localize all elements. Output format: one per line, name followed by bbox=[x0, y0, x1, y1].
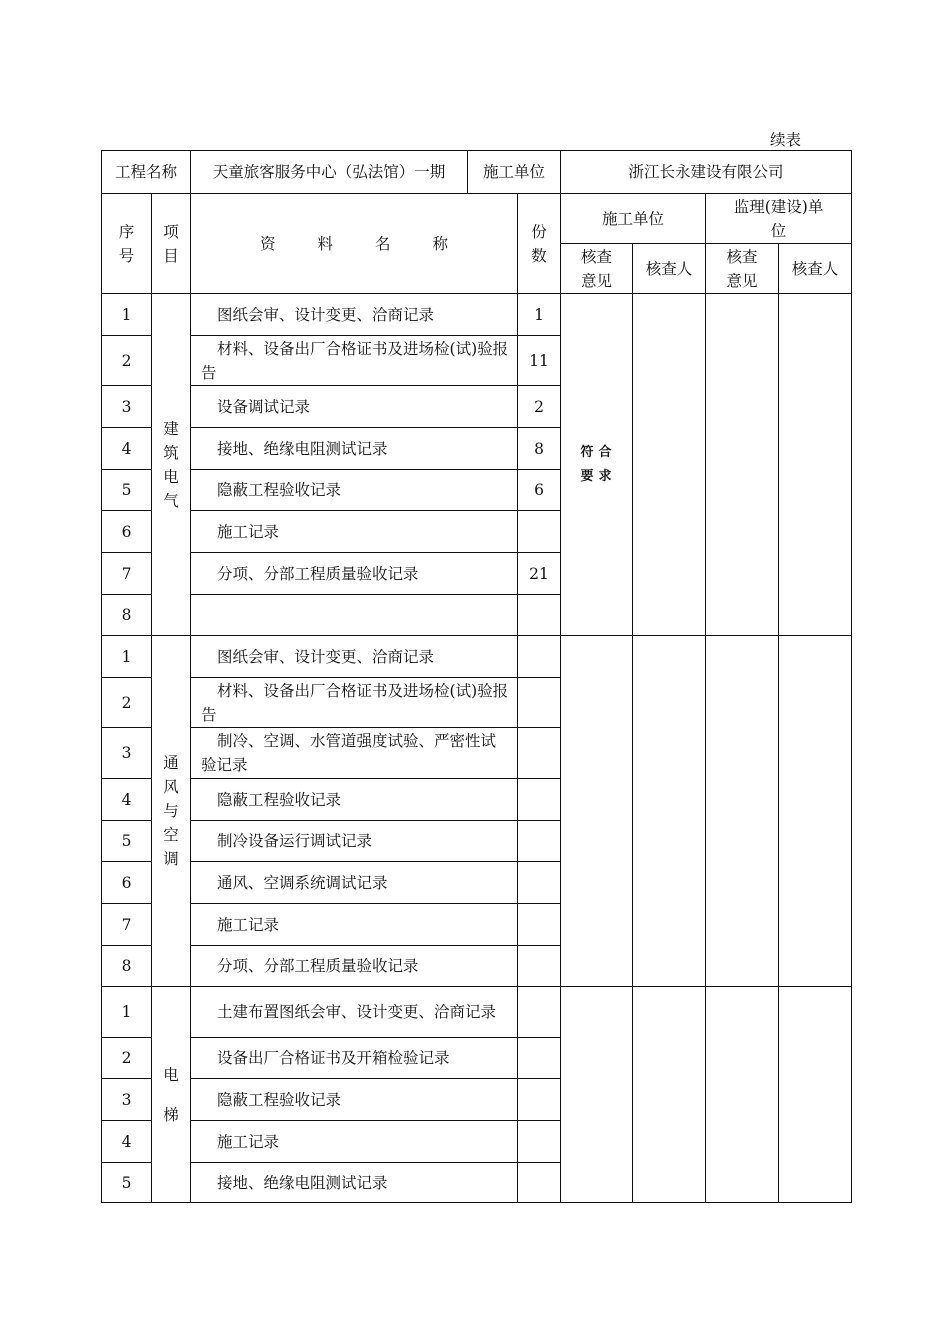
row-seq: 4 bbox=[102, 1121, 152, 1163]
row-doc-name bbox=[191, 636, 518, 678]
row-doc-text: 图纸会审、设计变更、洽商记录 bbox=[217, 305, 435, 324]
row-doc-name bbox=[191, 1038, 518, 1079]
supervision-check-opinion bbox=[706, 987, 779, 1203]
row-copies bbox=[518, 862, 561, 904]
row-copies bbox=[518, 946, 561, 987]
row-seq: 5 bbox=[102, 1163, 152, 1203]
row-copies: 6 bbox=[518, 470, 561, 511]
row-doc-name bbox=[191, 821, 518, 862]
row-seq: 2 bbox=[102, 336, 152, 386]
row-seq: 8 bbox=[102, 595, 152, 636]
row-doc-text: 土建布置图纸会审、设计变更、洽商记录 bbox=[217, 1003, 497, 1021]
row-doc-text: 分项、分部工程质量验收记录 bbox=[217, 564, 419, 583]
row-copies bbox=[518, 821, 561, 862]
col-supervision-unit-header: 监理(建设)单位 bbox=[706, 194, 852, 244]
row-doc-text: 施工记录 bbox=[217, 915, 280, 934]
header-row-1 bbox=[102, 194, 852, 244]
row-copies bbox=[518, 636, 561, 678]
row-doc-text: 材料、设备出厂合格证书及进场检(试)验报告 bbox=[201, 681, 509, 724]
row-seq: 5 bbox=[102, 470, 152, 511]
row-seq: 1 bbox=[102, 636, 152, 678]
row-doc-text: 施工记录 bbox=[217, 522, 280, 541]
row-doc-name bbox=[191, 511, 518, 553]
row-doc-name bbox=[191, 294, 518, 336]
row-copies bbox=[518, 595, 561, 636]
supervision-checker bbox=[779, 987, 852, 1203]
row-copies bbox=[518, 987, 561, 1038]
supervision-checker-header: 核查人 bbox=[779, 244, 852, 294]
row-doc-text: 通风、空调系统调试记录 bbox=[217, 873, 388, 892]
row-seq: 3 bbox=[102, 386, 152, 428]
row-copies bbox=[518, 1038, 561, 1079]
row-copies bbox=[518, 678, 561, 728]
row-doc-name bbox=[191, 987, 518, 1038]
supervision-checker bbox=[779, 294, 852, 636]
row-seq: 6 bbox=[102, 862, 152, 904]
col-item-header: 项目 bbox=[152, 194, 191, 294]
construction-checker-header: 核查人 bbox=[633, 244, 706, 294]
construction-checker bbox=[633, 294, 706, 636]
row-seq: 2 bbox=[102, 678, 152, 728]
row-copies: 1 bbox=[518, 294, 561, 336]
continued-label: 续表 bbox=[770, 131, 802, 149]
row-copies: 8 bbox=[518, 428, 561, 470]
table-row bbox=[102, 987, 852, 1038]
row-doc-text: 接地、绝缘电阻测试记录 bbox=[217, 1173, 388, 1192]
row-doc-name bbox=[191, 779, 518, 821]
document-checklist-table bbox=[101, 150, 852, 1203]
row-seq: 4 bbox=[102, 428, 152, 470]
row-doc-name bbox=[191, 862, 518, 904]
construction-check-opinion-header: 核查意见 bbox=[561, 244, 633, 294]
row-doc-name bbox=[191, 904, 518, 946]
row-seq: 7 bbox=[102, 553, 152, 595]
construction-checker bbox=[633, 987, 706, 1203]
row-doc-text: 制冷设备运行调试记录 bbox=[217, 832, 373, 850]
contractor-name: 浙江长永建设有限公司 bbox=[561, 151, 852, 194]
row-doc-text: 制冷、空调、水管道强度试验、严密性试验记录 bbox=[201, 732, 497, 774]
row-copies: 21 bbox=[518, 553, 561, 595]
table-body bbox=[102, 151, 852, 1203]
row-doc-name bbox=[191, 336, 518, 386]
row-seq: 8 bbox=[102, 946, 152, 987]
project-name-value bbox=[191, 151, 561, 194]
row-copies bbox=[518, 1163, 561, 1203]
col-construction-unit-header: 施工单位 bbox=[561, 194, 706, 244]
contractor-label: 施工单位 bbox=[483, 163, 546, 181]
row-doc-name bbox=[191, 553, 518, 595]
row-doc-text: 施工记录 bbox=[217, 1132, 280, 1151]
row-seq: 1 bbox=[102, 294, 152, 336]
opinion-stamp: 符合要求 bbox=[580, 444, 617, 484]
row-copies bbox=[518, 1079, 561, 1121]
row-seq: 3 bbox=[102, 1079, 152, 1121]
col-copies-header: 份数 bbox=[518, 194, 561, 294]
row-doc-text: 分项、分部工程质量验收记录 bbox=[217, 957, 419, 975]
row-doc-text: 隐蔽工程验收记录 bbox=[217, 790, 342, 809]
row-doc-name bbox=[191, 428, 518, 470]
supervision-checker bbox=[779, 636, 852, 987]
row-seq: 4 bbox=[102, 779, 152, 821]
row-doc-text: 隐蔽工程验收记录 bbox=[217, 1090, 342, 1109]
row-doc-name bbox=[191, 1121, 518, 1163]
table-row bbox=[102, 294, 852, 336]
row-doc-name bbox=[191, 470, 518, 511]
row-doc-text: 接地、绝缘电阻测试记录 bbox=[217, 439, 388, 458]
row-seq: 2 bbox=[102, 1038, 152, 1079]
row-copies bbox=[518, 1121, 561, 1163]
construction-checker bbox=[633, 636, 706, 987]
row-seq: 3 bbox=[102, 728, 152, 779]
section-item-name: 电梯 bbox=[152, 987, 191, 1203]
supervision-check-opinion bbox=[706, 294, 779, 636]
row-doc-text: 材料、设备出厂合格证书及进场检(试)验报告 bbox=[201, 339, 509, 382]
row-doc-name bbox=[191, 946, 518, 987]
row-seq: 5 bbox=[102, 821, 152, 862]
col-doc-name-header: 资料名称 bbox=[191, 194, 518, 294]
row-doc-text: 图纸会审、设计变更、洽商记录 bbox=[217, 647, 435, 666]
row-copies: 2 bbox=[518, 386, 561, 428]
section-item-name: 建筑电气 bbox=[152, 294, 191, 636]
row-seq: 7 bbox=[102, 904, 152, 946]
row-copies bbox=[518, 904, 561, 946]
row-copies bbox=[518, 511, 561, 553]
row-doc-name bbox=[191, 1079, 518, 1121]
supervision-check-opinion bbox=[706, 636, 779, 987]
supervision-check-opinion-header: 核查意见 bbox=[706, 244, 779, 294]
row-doc-name bbox=[191, 1163, 518, 1203]
construction-check-opinion bbox=[561, 987, 633, 1203]
project-name-text: 天童旅客服务中心（弘法馆）一期 bbox=[191, 151, 468, 193]
row-doc-name bbox=[191, 678, 518, 728]
row-doc-name bbox=[191, 595, 518, 636]
row-copies: 11 bbox=[518, 336, 561, 386]
row-doc-name bbox=[191, 386, 518, 428]
col-seq-header: 序号 bbox=[102, 194, 152, 294]
construction-check-opinion bbox=[561, 636, 633, 987]
row-copies bbox=[518, 779, 561, 821]
table-row bbox=[102, 636, 852, 678]
row-seq: 6 bbox=[102, 511, 152, 553]
row-doc-text: 隐蔽工程验收记录 bbox=[217, 481, 342, 499]
project-info-row bbox=[102, 151, 852, 194]
section-item-name: 通风与空调 bbox=[152, 636, 191, 987]
construction-check-opinion bbox=[561, 294, 633, 636]
row-seq: 1 bbox=[102, 987, 152, 1038]
row-doc-text: 设备调试记录 bbox=[217, 397, 311, 416]
row-copies bbox=[518, 728, 561, 779]
row-doc-name bbox=[191, 728, 518, 779]
project-name-label: 工程名称 bbox=[102, 151, 191, 194]
row-doc-text: 设备出厂合格证书及开箱检验记录 bbox=[217, 1049, 450, 1067]
